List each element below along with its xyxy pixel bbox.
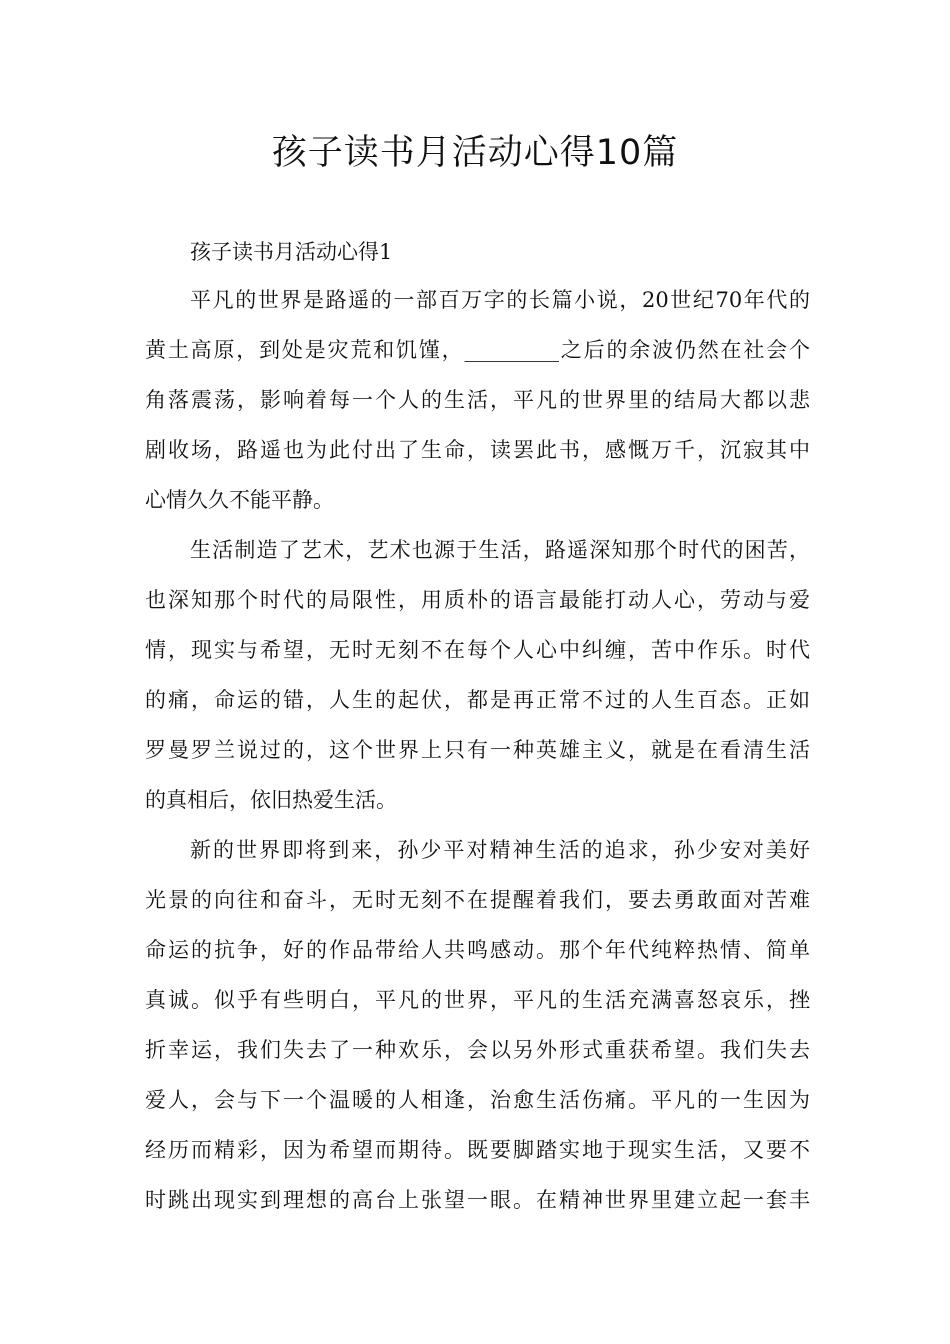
- paragraph-line: 折幸运，我们失去了一种欢乐，会以另外形式重获希望。我们失去: [145, 1038, 810, 1062]
- paragraph-line: 生活制造了艺术，艺术也源于生活，路遥深知那个时代的困苦，: [190, 538, 810, 562]
- paragraph-line: 新的世界即将到来，孙少平对精神生活的追求，孙少安对美好: [190, 838, 810, 862]
- document-title: 孩子读书月活动心得10篇: [271, 133, 679, 173]
- paragraph-line: 经历而精彩，因为希望而期待。既要脚踏实地于现实生活，又要不: [145, 1138, 810, 1162]
- paragraph-line: 光景的向往和奋斗，无时无刻不在提醒着我们，要去勇敢面对苦难: [145, 888, 810, 912]
- paragraph-line: 罗曼罗兰说过的，这个世界上只有一种英雄主义，就是在看清生活: [145, 738, 810, 762]
- paragraph-line: 真诚。似乎有些明白，平凡的世界，平凡的生活充满喜怒哀乐，挫: [145, 988, 810, 1012]
- paragraph-line: 情，现实与希望，无时无刻不在每个人心中纠缠，苦中作乐。时代: [145, 638, 810, 662]
- paragraph-line: 平凡的世界是路遥的一部百万字的长篇小说，20世纪70年代的: [190, 288, 810, 312]
- paragraph-line: 也深知那个时代的局限性，用质朴的语言最能打动人心，劳动与爱: [145, 588, 810, 612]
- paragraph-line: 的真相后，依旧热爱生活。: [145, 788, 397, 812]
- paragraph-line: 黄土高原，到处是灾荒和饥馑，_________之后的余波仍然在社会个: [145, 338, 810, 362]
- paragraph-line: 命运的抗争，好的作品带给人共鸣感动。那个年代纯粹热情、简单: [145, 938, 810, 962]
- paragraph-line: 剧收场，路遥也为此付出了生命，读罢此书，感慨万千，沉寂其中: [145, 438, 810, 462]
- section-heading: 孩子读书月活动心得1: [190, 240, 393, 264]
- paragraph-line: 时跳出现实到理想的高台上张望一眼。在精神世界里建立起一套丰: [145, 1188, 810, 1212]
- paragraph-line: 爱人，会与下一个温暖的人相逢，治愈生活伤痛。平凡的一生因为: [145, 1088, 810, 1112]
- paragraph-line: 的痛，命运的错，人生的起伏，都是再正常不过的人生百态。正如: [145, 688, 810, 712]
- paragraph-line: 角落震荡，影响着每一个人的生活，平凡的世界里的结局大都以悲: [145, 388, 810, 412]
- paragraph-line: 心情久久不能平静。: [145, 488, 334, 512]
